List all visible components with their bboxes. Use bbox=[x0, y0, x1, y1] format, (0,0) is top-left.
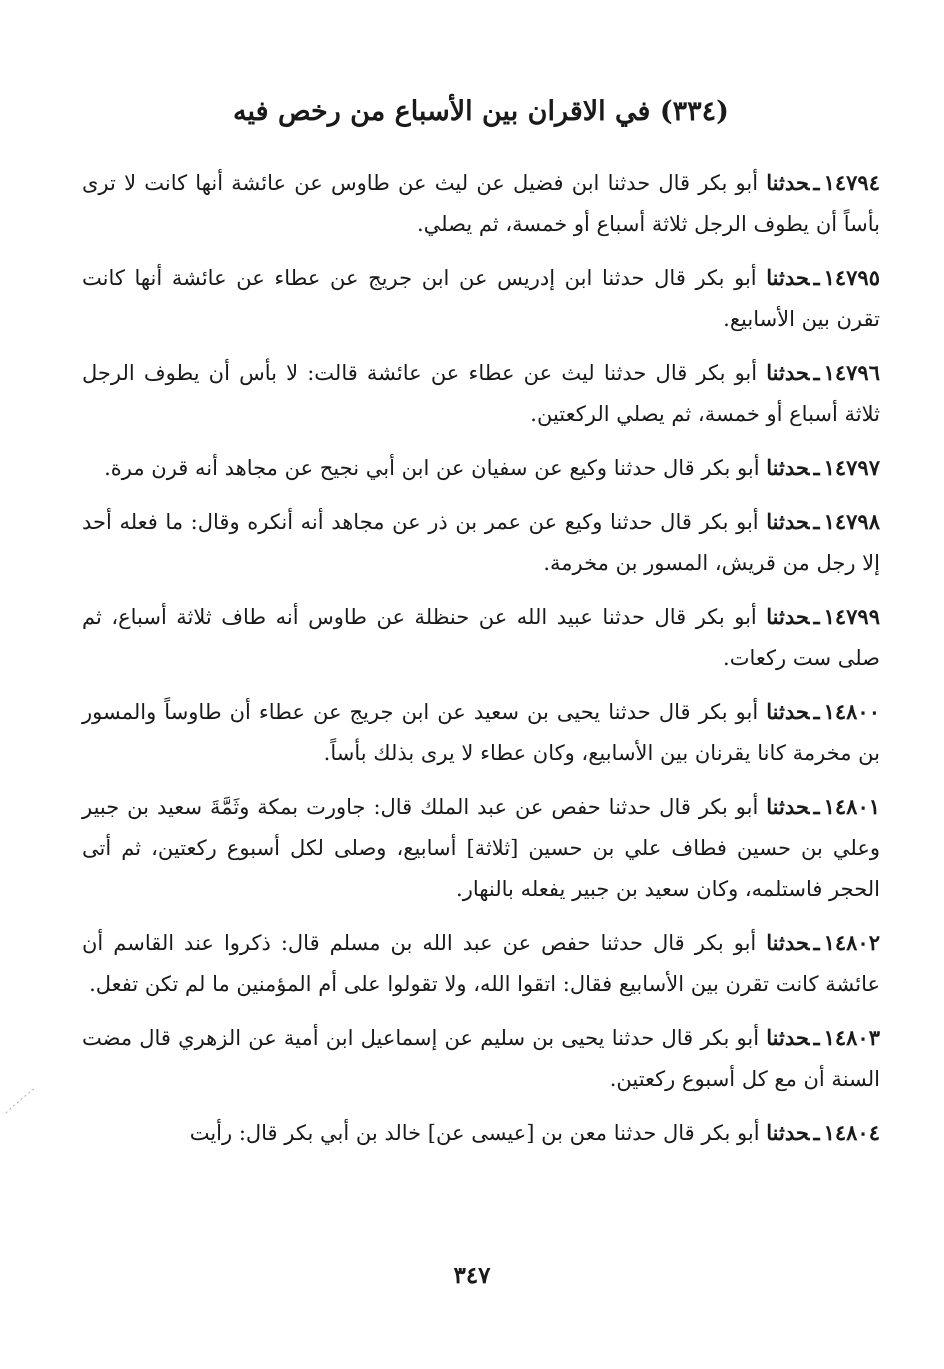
hadith-paragraph bbox=[82, 1112, 880, 1154]
hadith-text: أبو بكر قال حدثنا حفص عن عبد الله بن مسلم قال: ذكروا عند القاسم أن عائشة كانت تقرن بين الأسابيع فقال: اتقوا الله، ولا تقولوا على أم المؤمنين ما لم تكن تفعل. bbox=[82, 931, 880, 996]
hadith-number: ١٤٨٠٤ bbox=[823, 1120, 880, 1145]
hadith-paragraph bbox=[82, 352, 880, 435]
hadith-paragraph bbox=[82, 162, 880, 245]
hadith-dash: ـ bbox=[813, 455, 820, 480]
hadith-lead-word: حدثنا bbox=[766, 794, 810, 819]
hadith-lead-word: حدثنا bbox=[766, 930, 810, 955]
hadith-number: ١٤٧٩٥ bbox=[823, 265, 880, 290]
hadith-dash: ـ bbox=[813, 170, 820, 195]
hadith-dash: ـ bbox=[813, 794, 820, 819]
hadith-text: أبو بكر قال حدثنا يحيى بن سعيد عن ابن جريج عن عطاء أن طاوساً والمسور بن مخرمة كانا يقرنان بين الأسابيع، وكان عطاء لا يرى بذلك بأساً. bbox=[82, 700, 880, 765]
hadith-dash: ـ bbox=[813, 1120, 820, 1145]
hadith-number: ١٤٧٩٦ bbox=[823, 360, 880, 385]
hadith-paragraph bbox=[82, 596, 880, 679]
hadith-number: ١٤٧٩٤ bbox=[823, 170, 880, 195]
hadith-list bbox=[82, 162, 880, 1154]
hadith-text: أبو بكر قال حدثنا وكيع عن عمر بن ذر عن مجاهد أنه أنكره وقال: ما فعله أحد إلا رجل من قريش، المسور بن مخرمة. bbox=[82, 510, 880, 575]
hadith-dash: ـ bbox=[813, 604, 820, 629]
page-body bbox=[82, 92, 880, 1166]
hadith-number: ١٤٧٩٩ bbox=[823, 604, 880, 629]
hadith-lead-word: حدثنا bbox=[766, 170, 810, 195]
hadith-number: ١٤٨٠٢ bbox=[823, 930, 880, 955]
hadith-paragraph bbox=[82, 501, 880, 584]
hadith-number: ١٤٨٠١ bbox=[823, 794, 881, 819]
hadith-number: ١٤٨٠٣ bbox=[823, 1025, 880, 1050]
hadith-lead-word: حدثنا bbox=[766, 509, 810, 534]
page-number: ٣٤٧ bbox=[453, 1262, 491, 1289]
hadith-number: ١٤٧٩٧ bbox=[823, 455, 880, 480]
hadith-paragraph bbox=[82, 922, 880, 1005]
hadith-paragraph bbox=[82, 786, 880, 910]
hadith-lead-word: حدثنا bbox=[766, 604, 810, 629]
hadith-dash: ـ bbox=[813, 265, 820, 290]
hadith-paragraph bbox=[82, 257, 880, 340]
hadith-text: أبو بكر قال حدثنا يحيى بن سليم عن إسماعيل ابن أمية عن الزهري قال مضت السنة أن مع كل أسبوع ركعتين. bbox=[82, 1026, 880, 1091]
hadith-lead-word: حدثنا bbox=[766, 360, 810, 385]
hadith-lead-word: حدثنا bbox=[766, 455, 810, 480]
hadith-text: أبو بكر قال حدثنا معن بن [عيسى عن] خالد بن أبي بكر قال: رأيت bbox=[189, 1121, 760, 1145]
chapter-title: (٣٣٤) في الاقران بين الأسباع من رخص فيه bbox=[233, 96, 729, 127]
hadith-number: ١٤٨٠٠ bbox=[823, 699, 880, 724]
hadith-lead-word: حدثنا bbox=[766, 265, 810, 290]
hadith-lead-word: حدثنا bbox=[766, 699, 810, 724]
hadith-paragraph bbox=[82, 691, 880, 774]
hadith-dash: ـ bbox=[813, 1025, 820, 1050]
hadith-paragraph bbox=[82, 1017, 880, 1100]
hadith-paragraph bbox=[82, 447, 880, 489]
hadith-number: ١٤٧٩٨ bbox=[823, 509, 880, 534]
hadith-text: أبو بكر قال حدثنا ابن فضيل عن ليث عن طاوس عن عائشة أنها كانت لا ترى بأساً أن يطوف الرجل ثلاثة أسباع أو خمسة، ثم يصلي. bbox=[82, 171, 880, 236]
hadith-dash: ـ bbox=[813, 360, 820, 385]
hadith-text: أبو بكر قال حدثنا ابن إدريس عن ابن جريج عن عطاء عن عائشة أنها كانت تقرن بين الأسابيع. bbox=[82, 266, 880, 331]
hadith-text: أبو بكر قال حدثنا وكيع عن سفيان عن ابن أبي نجيح عن مجاهد أنه قرن مرة. bbox=[104, 456, 760, 480]
hadith-dash: ـ bbox=[813, 699, 820, 724]
hadith-lead-word: حدثنا bbox=[766, 1120, 810, 1145]
hadith-dash: ـ bbox=[813, 930, 820, 955]
hadith-text: أبو بكر قال حدثنا حفص عن عبد الملك قال: جاورت بمكة وثَمَّةَ سعيد بن جبير وعلي بن حسين فطاف علي بن حسين [ثلاثة] أسابيع، وصلى لكل أسبوع ركعتين، ثم أتى الحجر فاستلمه، وكان سعيد بن جبير يفعله بالنهار. bbox=[82, 795, 880, 901]
hadith-text: أبو بكر قال حدثنا ليث عن عطاء عن عائشة قالت: لا بأس أن يطوف الرجل ثلاثة أسباع أو خمسة، ثم يصلي الركعتين. bbox=[82, 361, 880, 426]
scan-edge-mark bbox=[4, 1085, 38, 1115]
hadith-dash: ـ bbox=[813, 509, 820, 534]
hadith-text: أبو بكر قال حدثنا عبيد الله عن حنظلة عن طاوس أنه طاف ثلاثة أسباع، ثم صلى ست ركعات. bbox=[82, 605, 880, 670]
hadith-lead-word: حدثنا bbox=[766, 1025, 810, 1050]
